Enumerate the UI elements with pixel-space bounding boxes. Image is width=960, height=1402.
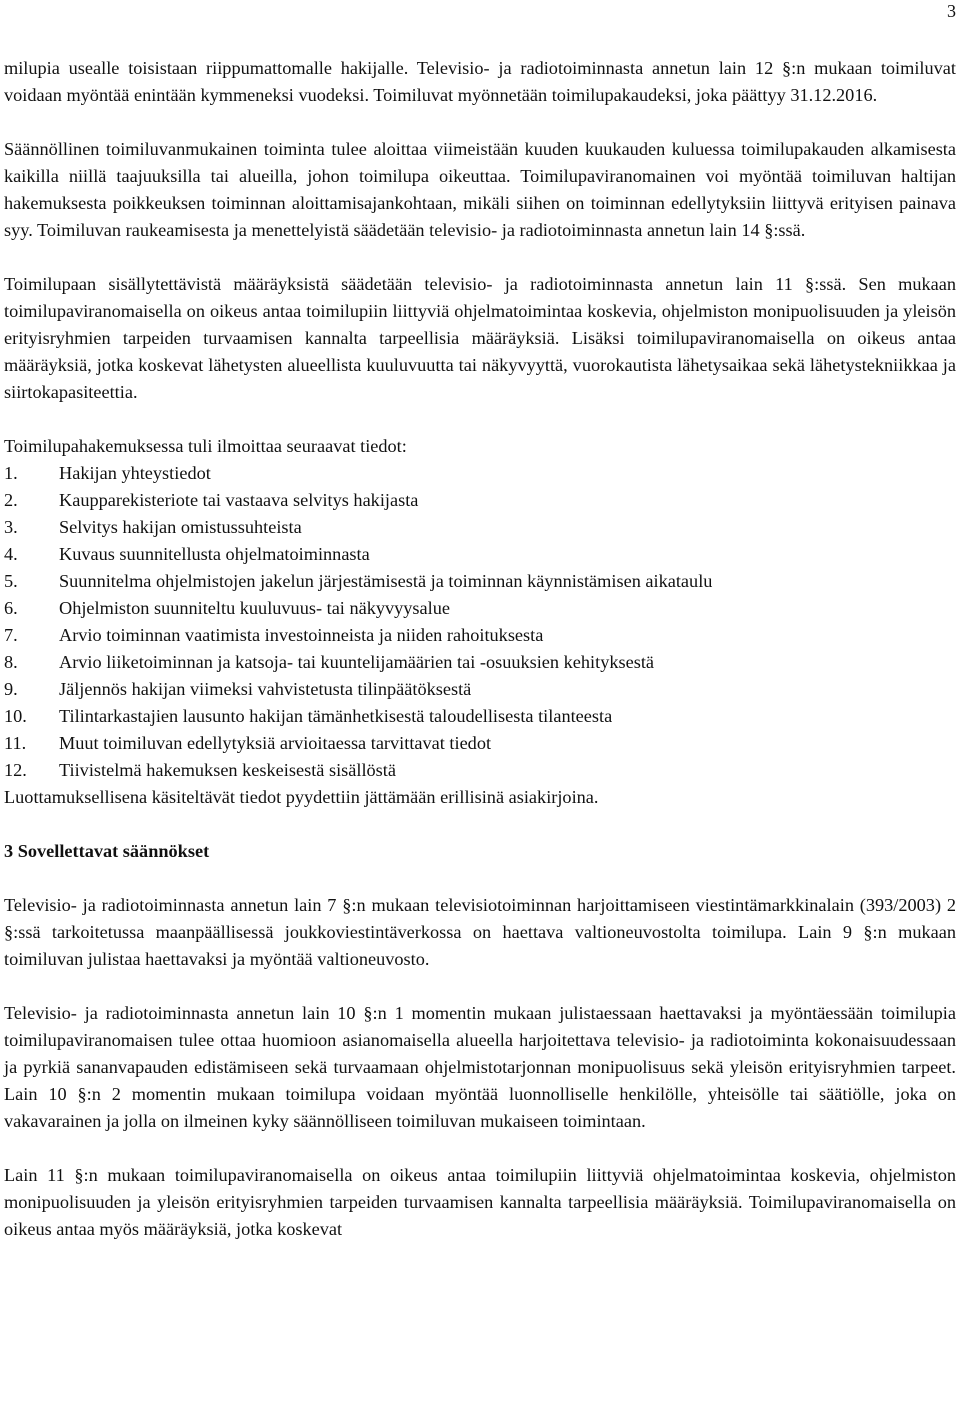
page-number: 3	[947, 1, 956, 21]
list-item	[4, 460, 956, 487]
list-item-text: Kuvaus suunnitellusta ohjelmatoiminnasta	[59, 544, 370, 564]
paragraph-license-conditions: Toimilupaan sisällytettävistä määräyksistä säädetään televisio- ja radiotoiminnasta annetun lain 11 §:ssä. Sen mukaan toimilupaviranomaisella on oikeus antaa toimilupiin liittyviä ohjelmatoimintaa koskevia, ohjelmiston monipuolisuuden ja yleisön erityisryhmien tarpeiden turvaamisen kannalta tarpeellisia määräyksiä. Lisäksi toimilupaviranomaisella on oikeus antaa määräyksiä, jotka koskevat lähetysten alueellista kuuluvuutta tai näkyvyyttä, vuorokautista lähetysaikaa sekä lähetystekniikkaa ja siirtokapasiteettia.	[4, 274, 956, 402]
list-item-text: Hakijan yhteystiedot	[59, 463, 211, 483]
list-item-text: Arvio toiminnan vaatimista investoinneista ja niiden rahoituksesta	[59, 625, 544, 645]
list-item-text: Suunnitelma ohjelmistojen jakelun järjestämisestä ja toiminnan käynnistämisen aikataulu	[59, 571, 713, 591]
paragraph-law-section-10: Televisio- ja radiotoiminnasta annetun lain 10 §:n 1 momentin mukaan julistaessaan haettavaksi ja myöntäessään toimilupia toimilupaviranomaisen tulee ottaa huomioon asianomaisella alueella harjoitettava televisio- ja radiotoiminta kokonaisuudessaan ja pyrkiä sananvapauden edistämiseen sekä turvaamaan ohjelmistotarjonnan monipuolisuus sekä yleisön erityisryhmien tarpeet. Lain 10 §:n 2 momentin mukaan toimilupa voidaan myöntää luonnolliselle henkilölle, yhteisölle tai säätiölle, joka on vakavarainen ja jolla on ilmeinen kyky säännölliseen toimiluvan mukaiseen toimintaan.	[4, 1003, 956, 1131]
list-item-number: 2.	[4, 490, 18, 510]
list-item-number: 3.	[4, 517, 18, 537]
list-item	[4, 568, 956, 595]
document-body	[4, 55, 956, 1243]
paragraph-law-section-11: Lain 11 §:n mukaan toimilupaviranomaisella on oikeus antaa toimilupiin liittyviä ohjelmatoimintaa koskevia, ohjelmiston monipuolisuuden ja yleisön erityisryhmien tarpeiden turvaamisen kannalta tarpeellisia määräyksiä. Toimilupaviranomaisella on oikeus antaa myös määräyksiä, jotka koskevat	[4, 1165, 956, 1239]
paragraph-license-term: milupia usealle toisistaan riippumattomalle hakijalle. Televisio- ja radiotoiminnasta annetun lain 12 §:n mukaan toimiluvat voidaan myöntää enintään kymmeneksi vuodeksi. Toimiluvat myönnetään toimilupakaudeksi, joka päättyy 31.12.2016.	[4, 58, 956, 105]
list-item-number: 10.	[4, 706, 27, 726]
paragraph-operation-start: Säännöllinen toimiluvanmukainen toiminta tulee aloittaa viimeistään kuuden kuukauden kuluessa toimilupakauden alkamisesta kaikilla niillä taajuuksilla tai alueilla, johon toimilupa oikeuttaa. Toimilupaviranomainen voi myöntää toimiluvan haltijan hakemuksesta poikkeuksen toiminnan aloittamisajankohtaan, mikäli siihen on toiminnan edellytyksiin liittyvä erityisen painava syy. Toimiluvan raukeamisesta ja menettelyistä säädetään televisio- ja radiotoiminnasta annetun lain 14 §:ssä.	[4, 139, 956, 240]
list-item	[4, 757, 956, 784]
list-item-text: Ohjelmiston suunniteltu kuuluvuus- tai näkyvyysalue	[59, 598, 450, 618]
list-item-number: 1.	[4, 463, 18, 483]
list-item	[4, 622, 956, 649]
list-item	[4, 676, 956, 703]
application-list-intro: Toimilupahakemuksessa tuli ilmoittaa seuraavat tiedot:	[4, 436, 407, 456]
paragraph-law-section-7: Televisio- ja radiotoiminnasta annetun lain 7 §:n mukaan televisiotoiminnan harjoittamiseen viestintämarkkinalain (393/2003) 2 §:ssä tarkoitetussa maanpäällisessä joukkoviestintäverkossa on haettava valtioneuvostolta toimilupa. Lain 9 §:n mukaan toimiluvan julistaa haettavaksi ja myöntää valtioneuvosto.	[4, 895, 956, 969]
list-item-number: 11.	[4, 733, 27, 753]
list-item-text: Tilintarkastajien lausunto hakijan tämänhetkisestä taloudellisesta tilanteesta	[59, 706, 613, 726]
list-item	[4, 487, 956, 514]
list-item	[4, 595, 956, 622]
list-item-text: Jäljennös hakijan viimeksi vahvistetusta tilinpäätöksestä	[59, 679, 472, 699]
list-item-text: Selvitys hakijan omistussuhteista	[59, 517, 302, 537]
application-info-list	[4, 460, 956, 784]
list-item	[4, 730, 956, 757]
list-item-number: 7.	[4, 625, 18, 645]
list-item	[4, 541, 956, 568]
list-item	[4, 703, 956, 730]
list-item-number: 12.	[4, 760, 27, 780]
confidential-info-note: Luottamuksellisena käsiteltävät tiedot pyydettiin jättämään erillisinä asiakirjoina.	[4, 787, 599, 807]
list-item-number: 9.	[4, 679, 18, 699]
list-item-number: 6.	[4, 598, 18, 618]
list-item-text: Muut toimiluvan edellytyksiä arvioitaessa tarvittavat tiedot	[59, 733, 492, 753]
list-item-text: Arvio liiketoiminnan ja katsoja- tai kuuntelijamäärien tai -osuuksien kehityksestä	[59, 652, 655, 672]
list-item	[4, 514, 956, 541]
list-item-number: 5.	[4, 571, 18, 591]
list-item-number: 4.	[4, 544, 18, 564]
list-item-number: 8.	[4, 652, 18, 672]
list-item-text: Tiivistelmä hakemuksen keskeisestä sisällöstä	[59, 760, 396, 780]
list-item	[4, 649, 956, 676]
section-heading: 3 Sovellettavat säännökset	[4, 841, 210, 861]
list-item-text: Kaupparekisteriote tai vastaava selvitys hakijasta	[59, 490, 419, 510]
